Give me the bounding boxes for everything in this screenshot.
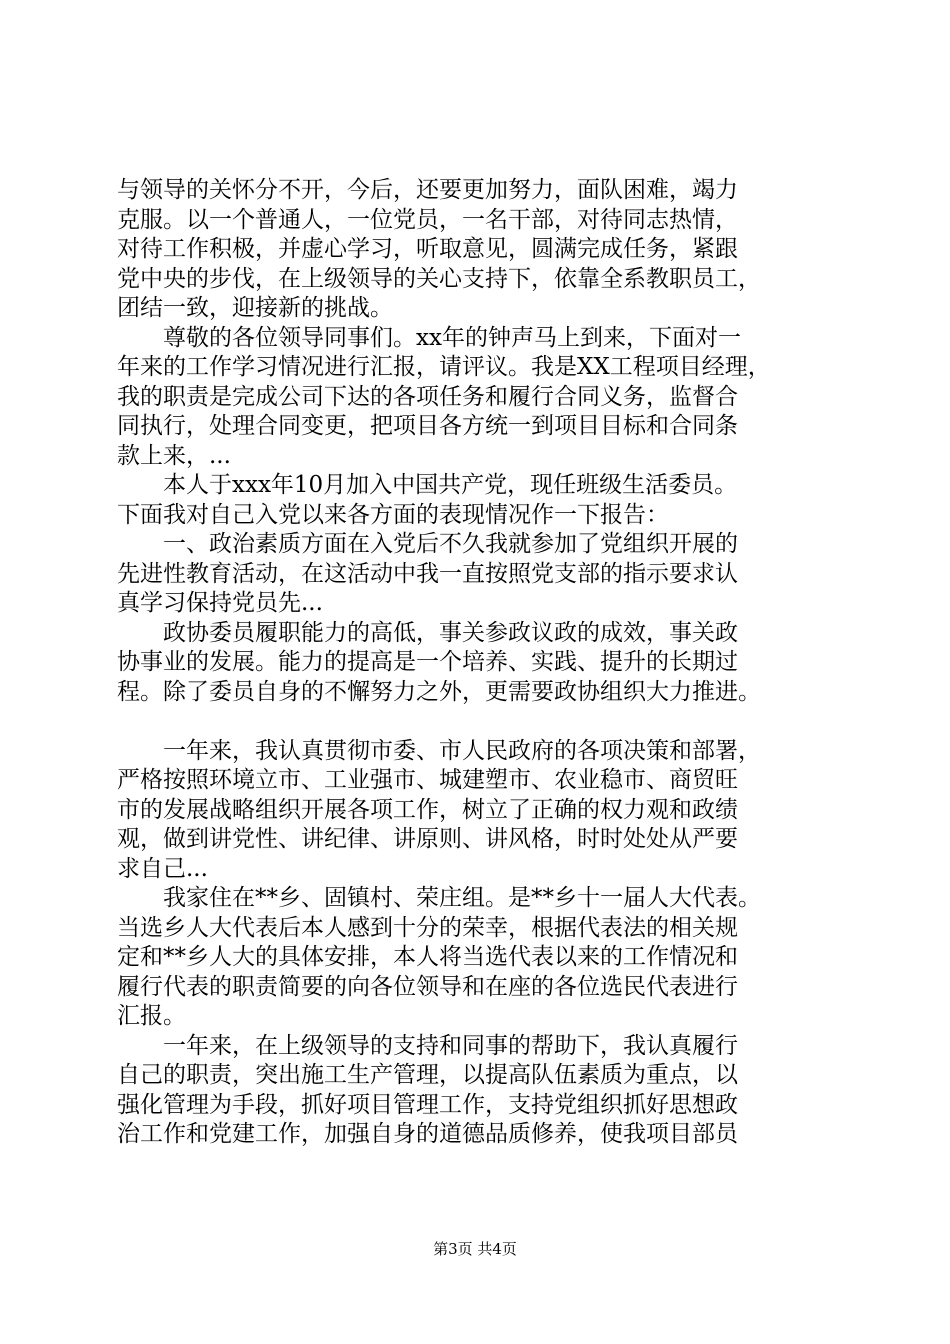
text-line: 与领导的关怀分不开，今后，还要更加努力，面队困难，竭力 (117, 177, 738, 203)
text-line: 求自己... (117, 855, 208, 882)
text-line: 治工作和党建工作，加强自身的道德品质修养，使我项目部员 (117, 1121, 738, 1147)
text-line: 先进性教育活动，在这活动中我一直按照党支部的指示要求认 (117, 560, 738, 587)
paragraph (117, 619, 837, 708)
page-number-label: 第3页 共4页 (433, 1240, 517, 1258)
paragraph (117, 737, 837, 885)
text-line: 同执行，处理合同变更，把项目各方统一到项目目标和合同条 (117, 413, 738, 439)
text-line: 真学习保持党员先... (117, 590, 323, 616)
text-line: 克服。以一个普通人，一位党员，一名干部，对待同志热情， (117, 206, 738, 233)
text-line: 履行代表的职责简要的向各位领导和在座的各位选民代表进行 (117, 973, 738, 1000)
text-line: 团结一致，迎接新的挑战。 (117, 295, 393, 321)
text-line: 自己的职责，突出施工生产管理，以提高队伍素质为重点，以 (117, 1062, 738, 1088)
text-line: 本人于xxx年10月加入中国共产党，现任班级生活委员。 (163, 472, 738, 498)
text-line: 严格按照环境立市、工业强市、城建塑市、农业稳市、商贸旺 (117, 767, 738, 793)
paragraph (117, 1032, 837, 1150)
page-footer (0, 1239, 950, 1259)
text-line: 年来的工作学习情况进行汇报，请评议。我是XX工程项目经理， (117, 354, 771, 380)
text-line: 党中央的步伐，在上级领导的关心支持下，依靠全系教职员工， (117, 265, 761, 292)
document-body (117, 176, 837, 1150)
text-line: 汇报。 (117, 1003, 186, 1029)
text-line: 一年来，我认真贯彻市委、市人民政府的各项决策和部署， (163, 737, 761, 764)
text-line: 对待工作积极，并虚心学习，听取意见，圆满完成任务，紧跟 (117, 236, 738, 262)
text-line: 一、政治素质方面在入党后不久我就参加了党组织开展的 (163, 531, 738, 557)
text-line: 政协委员履职能力的高低，事关参政议政的成效，事关政 (163, 619, 738, 646)
paragraph-gap (117, 707, 837, 737)
text-line: 款上来，... (117, 442, 231, 469)
text-line: 一年来，在上级领导的支持和同事的帮助下，我认真履行 (163, 1032, 738, 1059)
paragraph (117, 884, 837, 1032)
text-line: 程。除了委员自身的不懈努力之外，更需要政协组织大力推进。 (117, 678, 761, 705)
text-line: 尊敬的各位领导同事们。xx年的钟声马上到来，下面对一 (163, 324, 741, 351)
paragraph (117, 176, 837, 324)
text-line: 强化管理为手段，抓好项目管理工作，支持党组织抓好思想政 (117, 1091, 738, 1118)
text-line: 我家住在**乡、固镇村、荣庄组。是**乡十一届人大代表。 (163, 885, 761, 911)
text-line: 定和**乡人大的具体安排，本人将当选代表以来的工作情况和 (117, 944, 738, 970)
text-line: 观，做到讲党性、讲纪律、讲原则、讲风格，时时处处从严要 (117, 826, 738, 852)
text-line: 当选乡人大代表后本人感到十分的荣幸，根据代表法的相关规 (117, 914, 738, 941)
paragraph (117, 471, 837, 530)
text-line: 协事业的发展。能力的提高是一个培养、实践、提升的长期过 (117, 649, 738, 675)
paragraph (117, 530, 837, 619)
paragraph (117, 324, 837, 472)
text-line: 市的发展战略组织开展各项工作，树立了正确的权力观和政绩 (117, 796, 738, 823)
text-line: 我的职责是完成公司下达的各项任务和履行合同义务，监督合 (117, 383, 738, 410)
text-line: 下面我对自己入党以来各方面的表现情况作一下报告： (117, 501, 669, 528)
